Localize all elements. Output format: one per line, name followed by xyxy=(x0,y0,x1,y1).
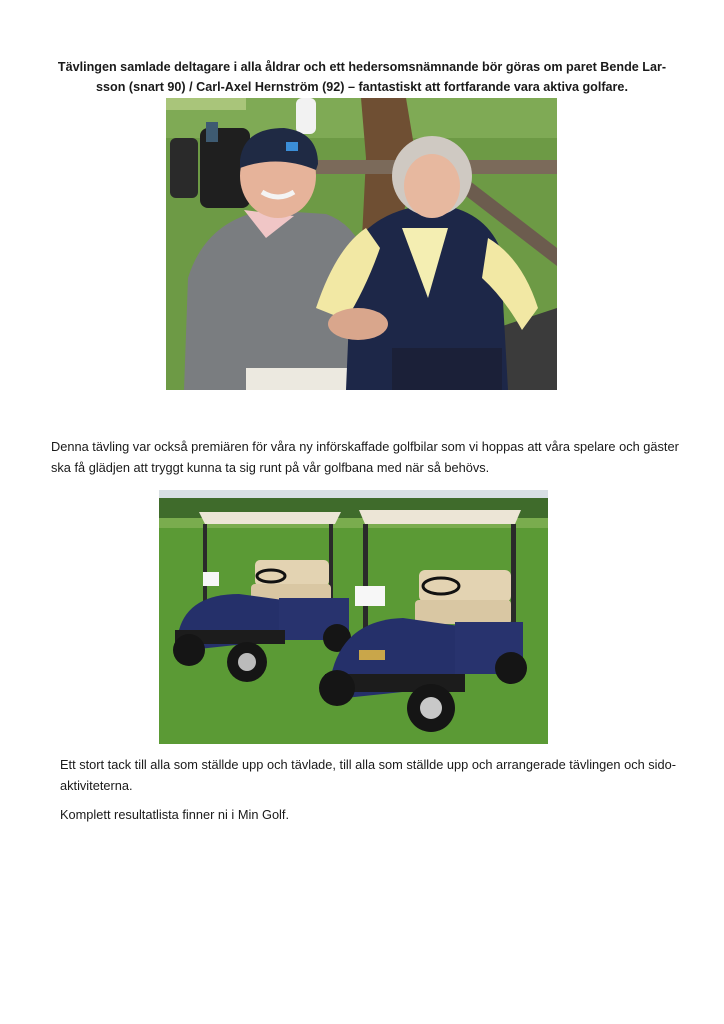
golf-carts-graphic xyxy=(159,490,548,744)
couple-photo xyxy=(166,98,557,390)
thank-you-paragraph: Ett stort tack till alla som ställde upp och tävlade, till alla som ställde upp och arrangerade tävlingen och sido-aktiviteterna. xyxy=(60,757,677,793)
results-paragraph: Komplett resultatlista finner ni i Min Golf. xyxy=(60,807,290,822)
photo-caption: Tävlingen samlade deltagare i alla åldrar och ett hedersomsnämnande bör göras om paret Bende Lar-sson (snart 90) / Carl-Axel Hernström (92) – fantastiskt att fortfarande vara aktiva golfare. xyxy=(57,60,667,94)
couple-photo-graphic xyxy=(166,98,557,390)
golf-cart-paragraph: Denna tävling var också premiären för våra ny införskaffade golfbilar som vi hoppas att våra spelare och gäster ska få glädjen att tryggt kunna ta sig runt på vår golfbana med när så behövs. xyxy=(51,439,679,475)
golf-carts-photo xyxy=(159,490,548,744)
